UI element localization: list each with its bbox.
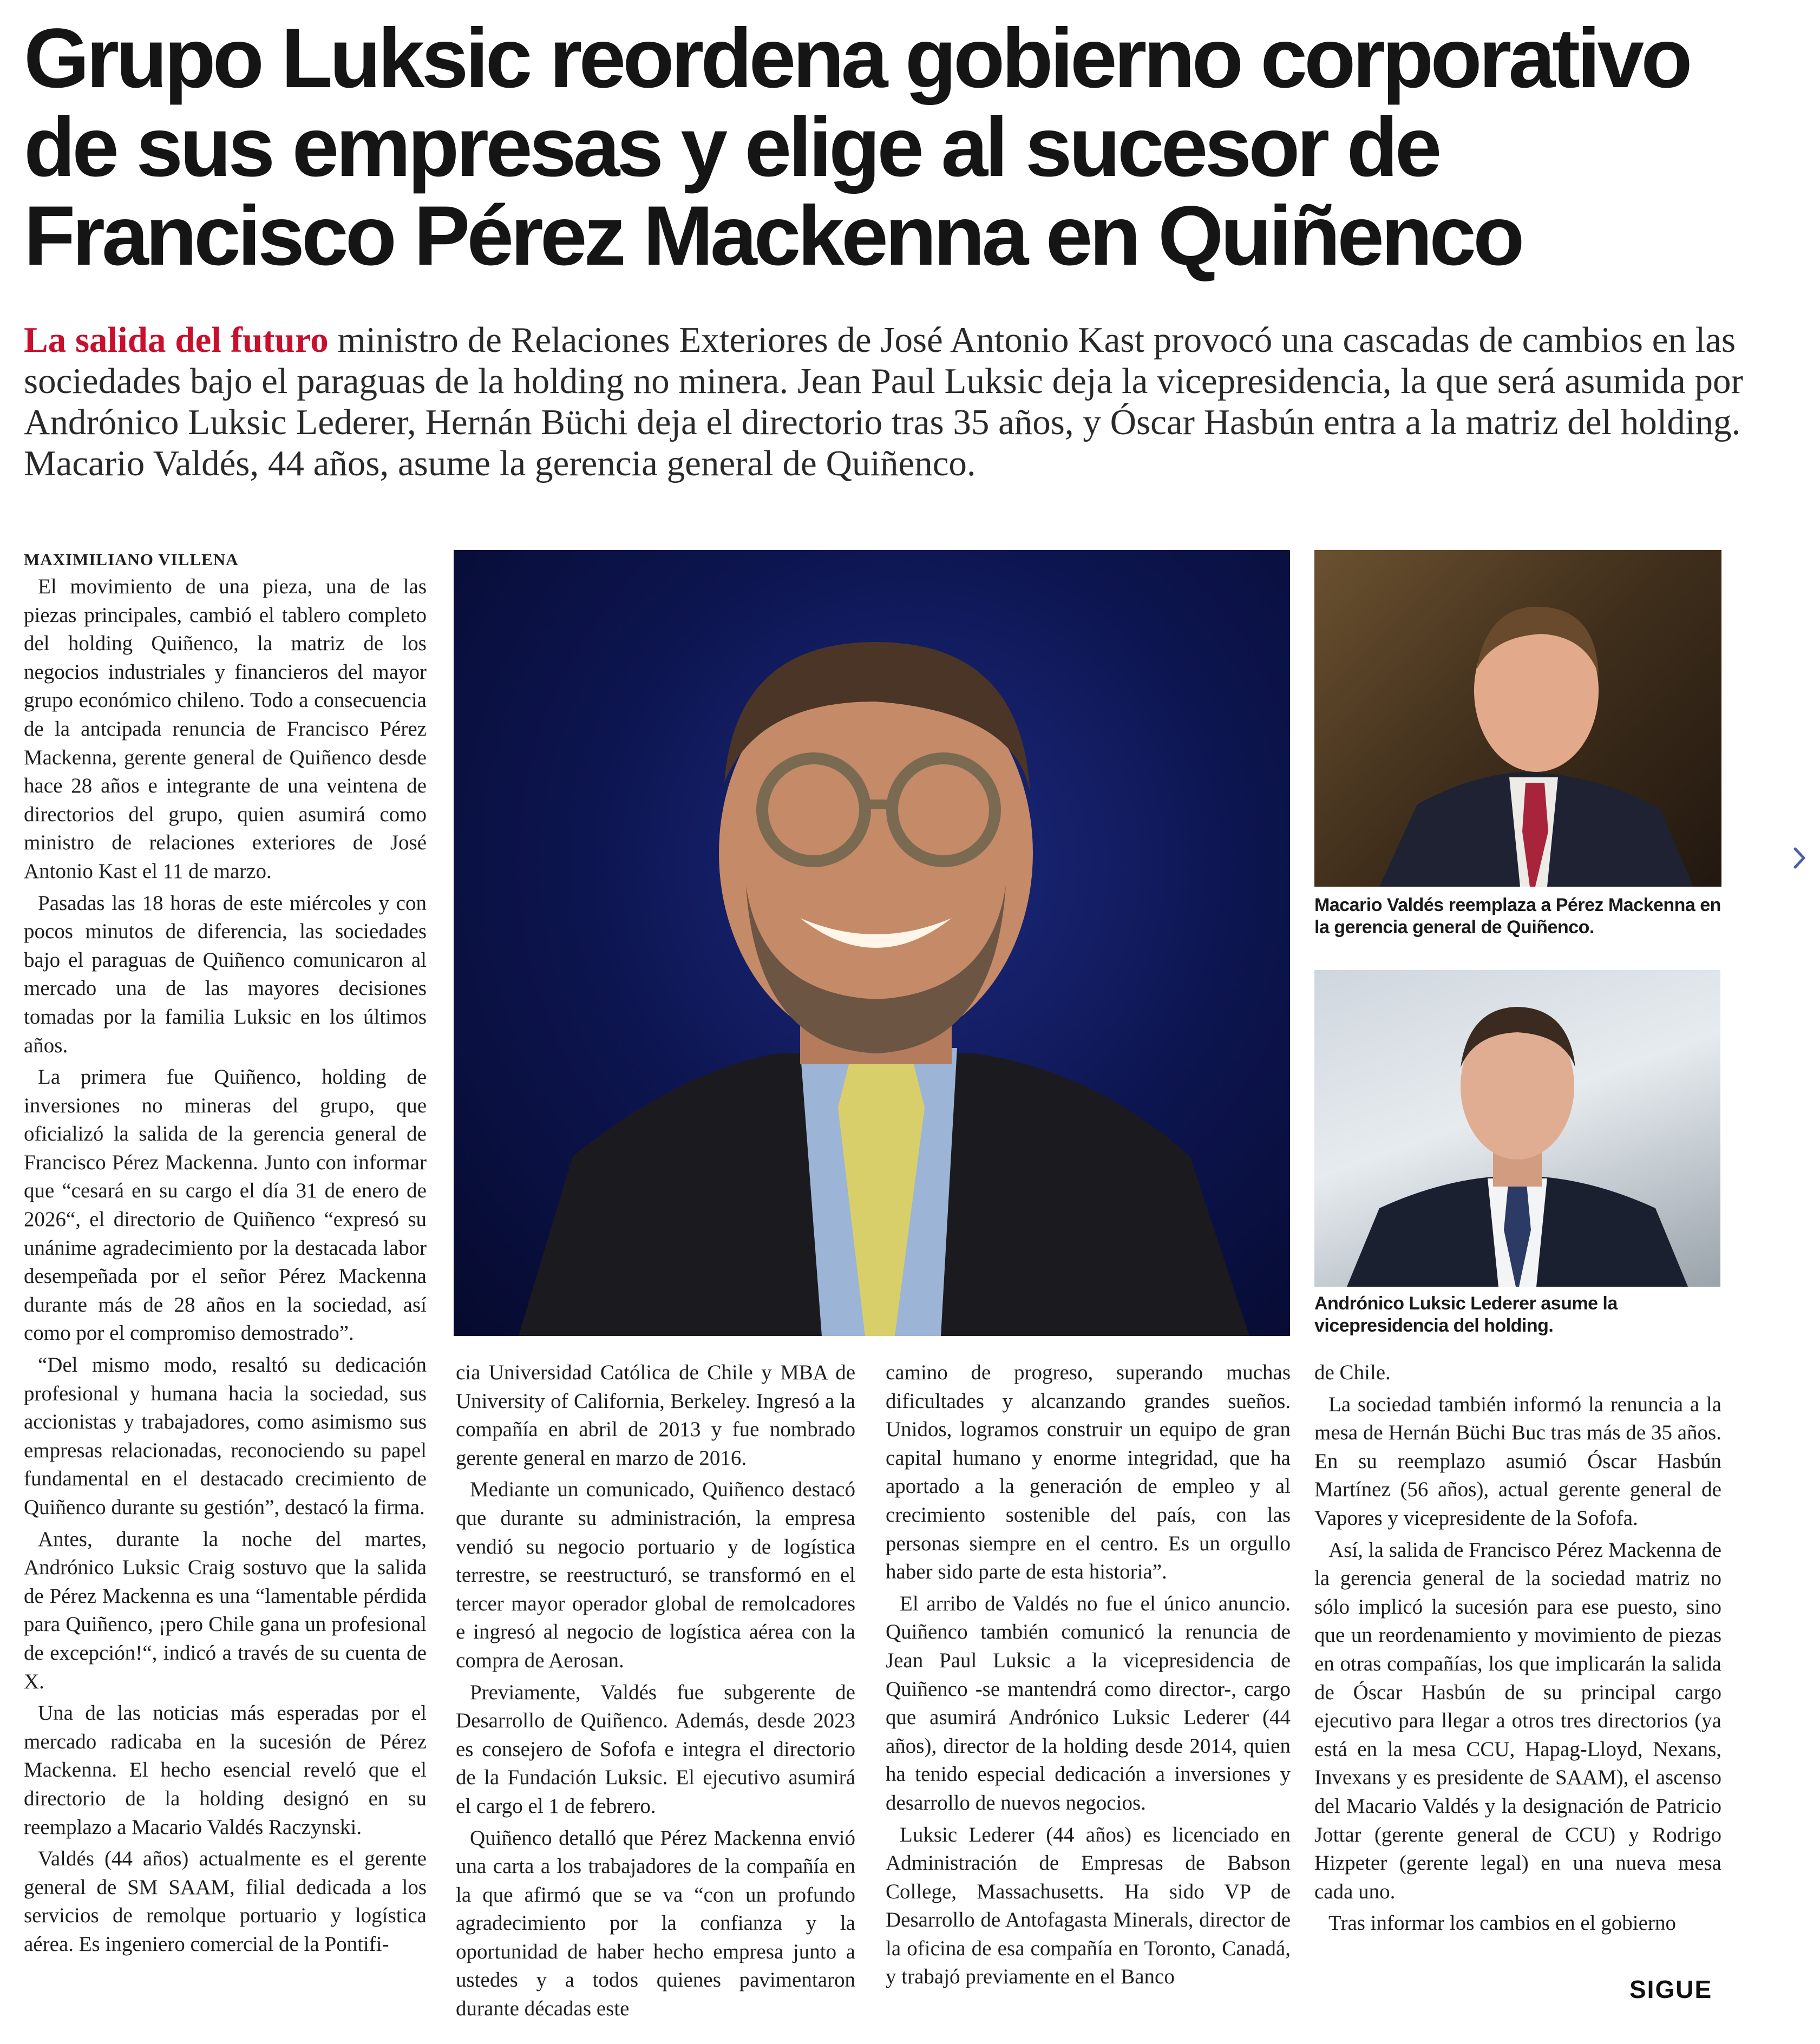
lead-kicker: La salida del futuro — [24, 320, 329, 360]
paragraph: El arribo de Valdés no fue el único anuncio. Quiñenco también comunicó la renuncia de Jean Paul Luksic a la vicepresidencia de Quiñenco -se mantendrá como director-, cargo que asumirá Andrónico Luksic Lederer (44 años), director de la holding desde 2014, quien ha tenido especial dedicación a inversiones y desarrollo de nuevos negocios. — [886, 1591, 1291, 1814]
paragraph: Mediante un comunicado, Quiñenco destacó que durante su administración, la empresa vendió su negocio portuario y de logística terrestre, se reestructuró, se transformó en el tercer mayor operador global de remolcadores e ingresó al negocio de logística aérea con la compra de Aerosan. — [456, 1478, 855, 1672]
chevron-right-icon — [1784, 838, 1815, 878]
column-2 — [456, 1359, 855, 2023]
photo-macario-valdes — [1314, 550, 1721, 887]
lead-text: ministro de Relaciones Exteriores de José Antonio Kast provocó una cascadas de cambios en las sociedades bajo el paraguas de la holding no minera. Jean Paul Luksic deja la vicepresidencia, la que será asumida por Andrónico Luksic Lederer, Hernán Büchi deja el directorio tras 35 años, y Óscar Hasbún entra a la matriz del holding. Macario Valdés, 44 años, asume la gerencia general de Quiñenco. — [24, 320, 1743, 483]
paragraph: Quiñenco detalló que Pérez Mackenna envió una carta a los trabajadores de la compañía en la que afirmó que se va “con un profundo agradecimiento por la confianza y la oportunidad de haber hecho empresa junto a ustedes y a todos quienes pavimentaron durante décadas este — [456, 1826, 855, 2021]
paragraph: La primera fue Quiñenco, holding de inversiones no mineras del grupo, que oficializó la salida de la gerencia general de Francisco Pérez Mackenna. Junto con informar que “cesará en su cargo el día 31 de enero de 2026“, el directorio de Quiñenco “expresó su unánime agradecimiento por la destacada labor desempeñada por el señor Pérez Mackenna durante más de 28 años en la sociedad, así como por el compromiso demostrado”. — [24, 1065, 427, 1345]
paragraph: Una de las noticias más esperadas por el mercado radicaba en la sucesión de Pérez Mackenna. El hecho esencial reveló que el directorio de la holding designó en su reemplazo a Macario Valdés Raczynski. — [24, 1701, 427, 1839]
photo-perez-mackenna — [454, 550, 1290, 1336]
paragraph: Antes, durante la noche del martes, Andrónico Luksic Craig sostuvo que la salida de Pérez Mackenna es una “lamentable pérdida para Quiñenco, ¡pero Chile gana un profesional de excepción!“, indicó a través de su cuenta de X. — [24, 1527, 427, 1693]
paragraph: El movimiento de una pieza, una de las piezas principales, cambió el tablero completo del holding Quiñenco, la matriz de los negocios industriales y financieros del mayor grupo económico chileno. Todo a consecuencia de la antcipada renuncia de Francisco Pérez Mackenna, gerente general de Quiñenco desde hace 28 años e integrante de una veintena de directorios del grupo, quien asumirá como ministro de relaciones exteriores de José Antonio Kast el 11 de marzo. — [24, 575, 427, 883]
column-1 — [24, 547, 427, 1959]
paragraph: Previamente, Valdés fue subgerente de Desarrollo de Quiñenco. Además, desde 2023 es consejero de Sofofa e integra el directorio de la Fundación Luksic. El ejecutivo asumirá el cargo el 1 de febrero. — [456, 1680, 855, 1818]
paragraph: Así, la salida de Francisco Pérez Mackenna de la gerencia general de la sociedad matriz no sólo implicó la sucesión para ese puesto, sino que un reordenamiento y movimiento de piezas en otras compañías, los que implicarán la salida de Óscar Hasbún de su principal cargo ejecutivo para llegar a otros tres directorios (ya está en la mesa CCU, Hapag-Lloyd, Nexans, Invexans y es presidente de SAAM), el ascenso del Macario Valdés y la designación de Patricio Jottar (gerente general de CCU) y Rodrigo Hizpeter (gerente legal) en una nueva mesa cada uno. — [1314, 1538, 1721, 1903]
next-page-button[interactable] — [1784, 838, 1815, 878]
byline: MAXIMILIANO VILLENA — [24, 550, 239, 569]
caption-andronico-luksic-lederer: Andrónico Luksic Lederer asume la vicepresidencia del holding. — [1314, 1293, 1618, 1336]
photo-andronico-luksic-lederer — [1314, 970, 1720, 1287]
paragraph: Pasadas las 18 horas de este miércoles y con pocos minutos de diferencia, las sociedades bajo el paraguas de Quiñenco comunicaron al mercado una de las mayores decisiones tomadas por la familia Luksic en los últimos años. — [24, 891, 427, 1057]
paragraph: de Chile. — [1314, 1361, 1391, 1384]
caption-macario-valdes: Macario Valdés reemplaza a Pérez Mackenna en la gerencia general de Quiñenco. — [1314, 895, 1721, 938]
paragraph: Luksic Lederer (44 años) es licenciado en Administración de Empresas de Babson College, Massachusetts. Ha sido VP de Desarrollo de Antofagasta Minerals, director de la oficina de esa compañía en Toronto, Canadá, y trabajó previamente en el Banco — [886, 1823, 1291, 1989]
lead-paragraph — [24, 319, 1745, 484]
paragraph: Tras informar los cambios en el gobierno — [1328, 1911, 1676, 1935]
paragraph: “Del mismo modo, resaltó su dedicación profesional y humana hacia la sociedad, sus accionistas y trabajadores, como asimismo sus empresas relacionadas, reconociendo su papel fundamental en el destacado crecimiento de Quiñenco durante su gestión”, destacó la firma. — [24, 1353, 427, 1519]
paragraph: camino de progreso, superando muchas dificultades y alcanzando grandes sueños. Unidos, logramos construir un equipo de gran capital humano y enorme integridad, que ha aportado a la generación de empleo y al crecimiento sostenible del país, con las personas siempre en el centro. Es un orgullo haber sido parte de esta historia”. — [886, 1361, 1291, 1584]
column-3 — [886, 1359, 1291, 1991]
continues-label: SIGUE — [1629, 1975, 1713, 2003]
paragraph: cia Universidad Católica de Chile y MBA de University of California, Berkeley. Ingresó a la compañía en abril de 2013 y fue nombrado gerente general en marzo de 2016. — [456, 1361, 855, 1470]
paragraph: Valdés (44 años) actualmente es el gerente general de SM SAAM, filial dedicada a los servicios de remolque portuario y logística aérea. Es ingeniero comercial de la Pontifi- — [24, 1847, 427, 1956]
column-4 — [1314, 1359, 1721, 1938]
headline: Grupo Luksic reordena gobierno corporativo de sus empresas y elige al sucesor de Francisco Pérez Mackenna en Quiñenco — [24, 11, 1690, 283]
paragraph: La sociedad también informó la renuncia a la mesa de Hernán Büchi Buc tras más de 35 años. En su reemplazo asumió Óscar Hasbún Martínez (56 años), actual gerente general de Vapores y vicepresidente de la Sofofa. — [1314, 1392, 1721, 1530]
